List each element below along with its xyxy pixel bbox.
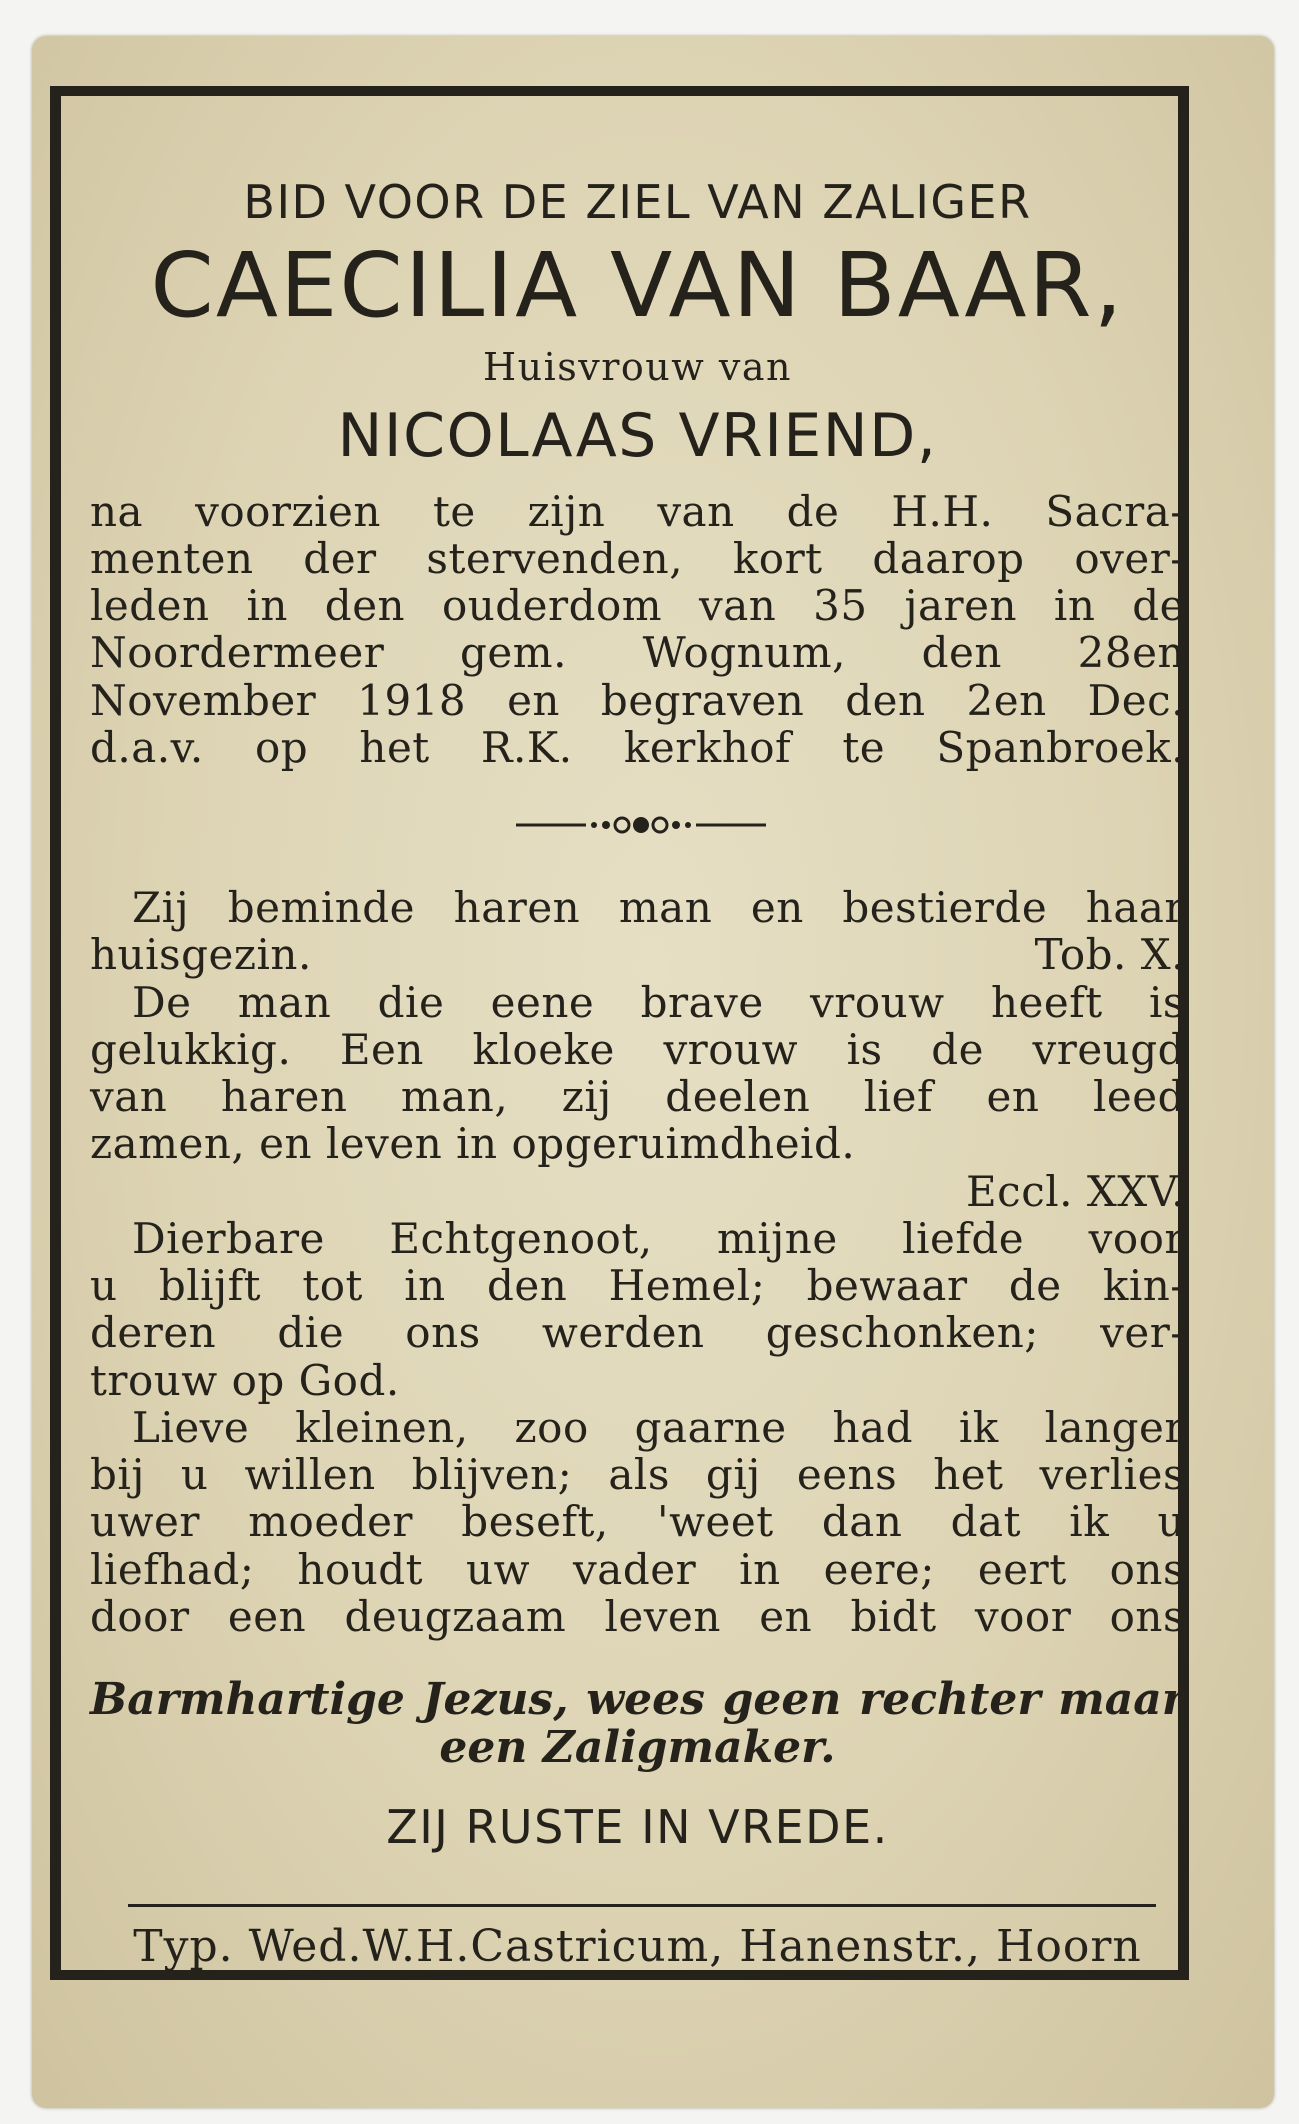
card-heading: BID VOOR DE ZIEL VAN ZALIGER bbox=[243, 175, 1032, 229]
closing-line: ZIJ RUSTE IN VREDE. bbox=[386, 1800, 889, 1854]
message-line: deren die ons werden geschonken; ver- bbox=[90, 1308, 1185, 1357]
message-line: trouw op God. bbox=[90, 1356, 400, 1405]
quote-line: van haren man, zij deelen lief en leed bbox=[90, 1072, 1185, 1121]
divider-rule bbox=[128, 1904, 1156, 1907]
prayer-line: Barmhartige Jezus, wees geen rechter maar bbox=[90, 1674, 1185, 1725]
ornament-divider bbox=[516, 810, 766, 840]
quote-source: Tob. X. bbox=[1034, 930, 1185, 979]
prayer-line: een Zaligmaker. bbox=[439, 1722, 836, 1773]
relation-line: Huisvrouw van bbox=[483, 345, 792, 389]
quote-line: gelukkig. Een kloeke vrouw is de vreugd bbox=[90, 1025, 1185, 1074]
quote-source: Eccl. XXV. bbox=[966, 1167, 1185, 1216]
message-line: uwer moeder beseft, 'weet dan dat ik u bbox=[90, 1497, 1185, 1546]
quote-line: huisgezin. bbox=[90, 930, 312, 979]
quote-line: De man die eene brave vrouw heeft is bbox=[132, 978, 1185, 1027]
quote-line: Zij beminde haren man en bestierde haar bbox=[132, 883, 1185, 932]
quote-line: zamen, en leven in opgeruimdheid. bbox=[90, 1119, 856, 1168]
message-line: Lieve kleinen, zoo gaarne had ik langer bbox=[132, 1403, 1185, 1452]
printer-line: Typ. Wed.W.H.Castricum, Hanenstr., Hoorn bbox=[133, 1921, 1142, 1972]
message-line: bij u willen blijven; als gij eens het verlies bbox=[90, 1450, 1185, 1499]
obituary-line: leden in den ouderdom van 35 jaren in de bbox=[90, 581, 1185, 630]
message-line: u blijft tot in den Hemel; bewaar de kin- bbox=[90, 1261, 1185, 1310]
obituary-line: na voorzien te zijn van de H.H. Sacra- bbox=[90, 487, 1185, 536]
message-line: liefhad; houdt uw vader in eere; eert ons bbox=[90, 1545, 1185, 1594]
obituary-line: d.a.v. op het R.K. kerkhof te Spanbroek. bbox=[90, 723, 1185, 772]
obituary-line: Noordermeer gem. Wognum, den 28en bbox=[90, 628, 1185, 677]
husband-name: NICOLAAS VRIEND, bbox=[337, 401, 938, 471]
deceased-name: CAECILIA VAN BAAR, bbox=[150, 233, 1125, 337]
message-line: door een deugzaam leven en bidt voor ons bbox=[90, 1592, 1185, 1641]
message-line: Dierbare Echtgenoot, mijne liefde voor bbox=[132, 1214, 1185, 1263]
obituary-line: November 1918 en begraven den 2en Dec. bbox=[90, 676, 1185, 725]
obituary-line: menten der stervenden, kort daarop over- bbox=[90, 534, 1185, 583]
